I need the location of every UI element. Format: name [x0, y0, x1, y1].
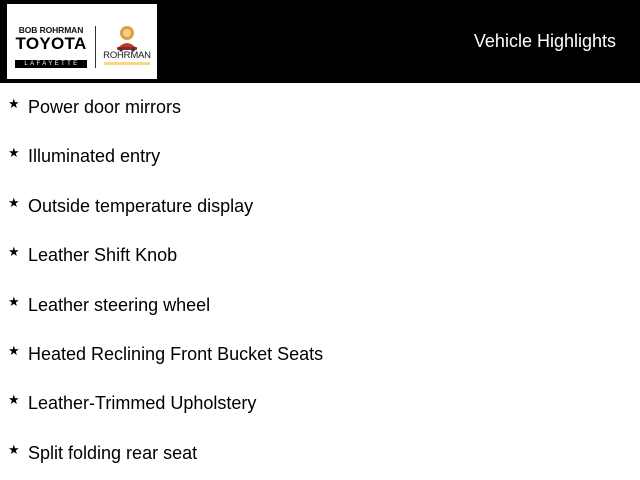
list-item	[0, 132, 640, 181]
logo-divider	[95, 26, 96, 68]
list-item	[0, 379, 640, 428]
header-bar	[0, 0, 640, 83]
logo-group-name: ROHRMAN	[103, 50, 151, 61]
logo-brand-name: TOYOTA	[15, 34, 87, 53]
logo-dealer-name: BOB ROHRMAN	[18, 25, 84, 35]
list-item	[0, 182, 640, 231]
list-item	[0, 281, 640, 330]
highlight-label: Outside temperature display	[28, 195, 254, 216]
lion-mascot-icon	[112, 24, 142, 52]
logo-city-name: LAFAYETTE	[15, 60, 87, 68]
star-icon: ★	[8, 145, 20, 161]
list-item	[0, 231, 640, 280]
star-icon: ★	[8, 244, 20, 260]
star-icon: ★	[8, 194, 20, 210]
highlight-label: Leather-Trimmed Upholstery	[28, 393, 257, 414]
highlight-label: Power door mirrors	[28, 97, 182, 117]
star-icon: ★	[8, 293, 20, 309]
page-title: Vehicle Highlights	[473, 31, 616, 51]
list-item	[0, 429, 640, 478]
highlight-label: Illuminated entry	[28, 146, 161, 167]
star-icon: ★	[8, 96, 20, 111]
highlight-label: Split folding rear seat	[28, 442, 198, 463]
star-icon: ★	[8, 392, 20, 408]
highlights-list	[0, 83, 640, 478]
star-icon: ★	[8, 441, 20, 457]
logo-group-mark	[98, 24, 156, 72]
logo-tagline-bar	[104, 62, 150, 65]
list-item	[0, 330, 640, 379]
star-icon: ★	[8, 342, 20, 358]
dealer-logo	[7, 4, 157, 79]
highlight-label: Leather steering wheel	[28, 294, 211, 315]
logo-wordmark	[10, 26, 92, 70]
list-item	[0, 83, 640, 132]
highlight-label: Heated Reclining Front Bucket Seats	[28, 343, 324, 364]
highlight-label: Leather Shift Knob	[28, 245, 178, 266]
